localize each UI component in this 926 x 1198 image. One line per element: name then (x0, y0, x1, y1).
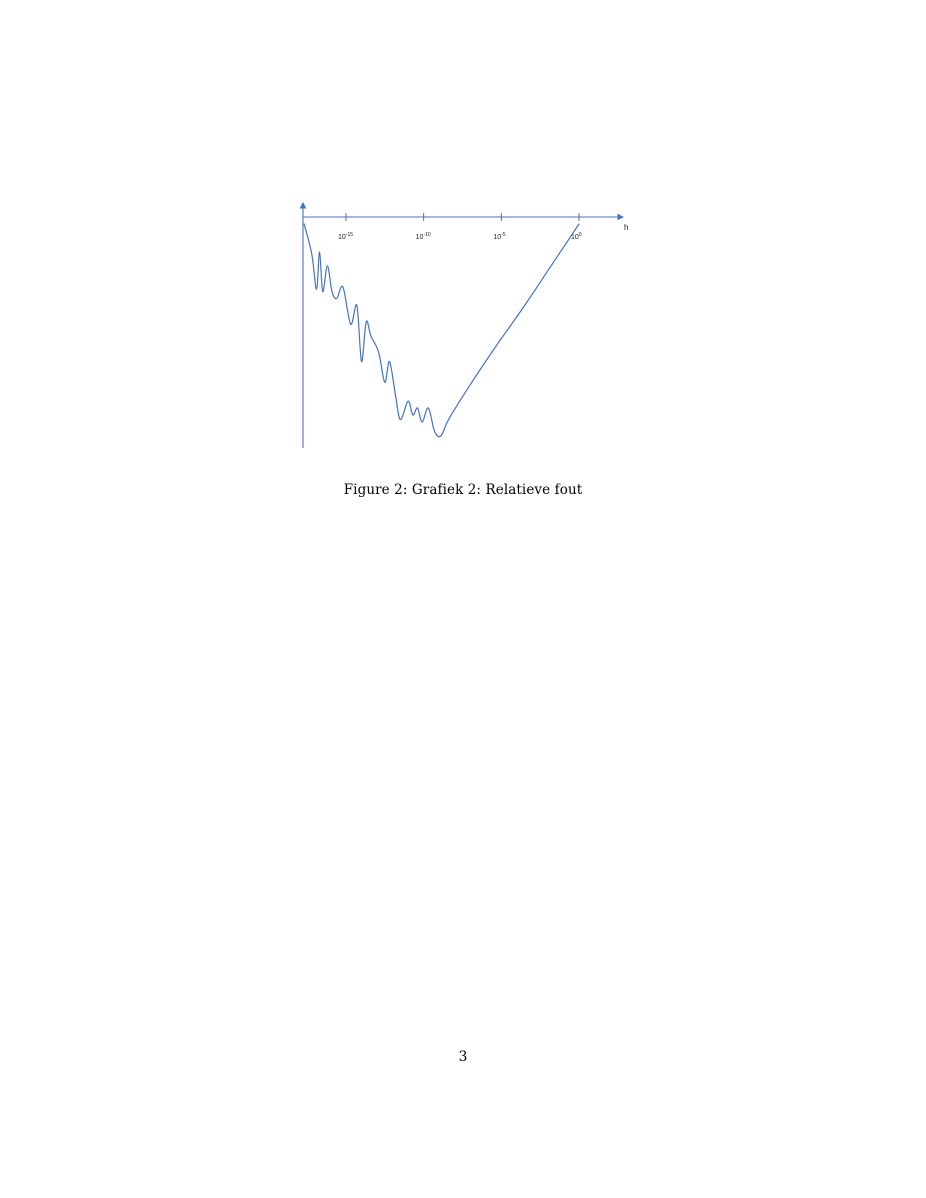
figure-caption: Figure 2: Grafiek 2: Relatieve fout (343, 482, 583, 498)
x-tick-label: $10^{-5}$ (493, 232, 506, 241)
x-tick-label: $10^0$ (571, 232, 582, 241)
x-tick-label: $10^{-10}$ (415, 232, 431, 241)
chart-svg (290, 195, 640, 455)
x-tick-label: $10^{-15}$ (338, 232, 354, 241)
relative-error-line (304, 224, 579, 437)
page-number: 3 (458, 1049, 468, 1065)
x-axis-label: h (624, 223, 629, 232)
relative-error-chart (290, 195, 640, 455)
